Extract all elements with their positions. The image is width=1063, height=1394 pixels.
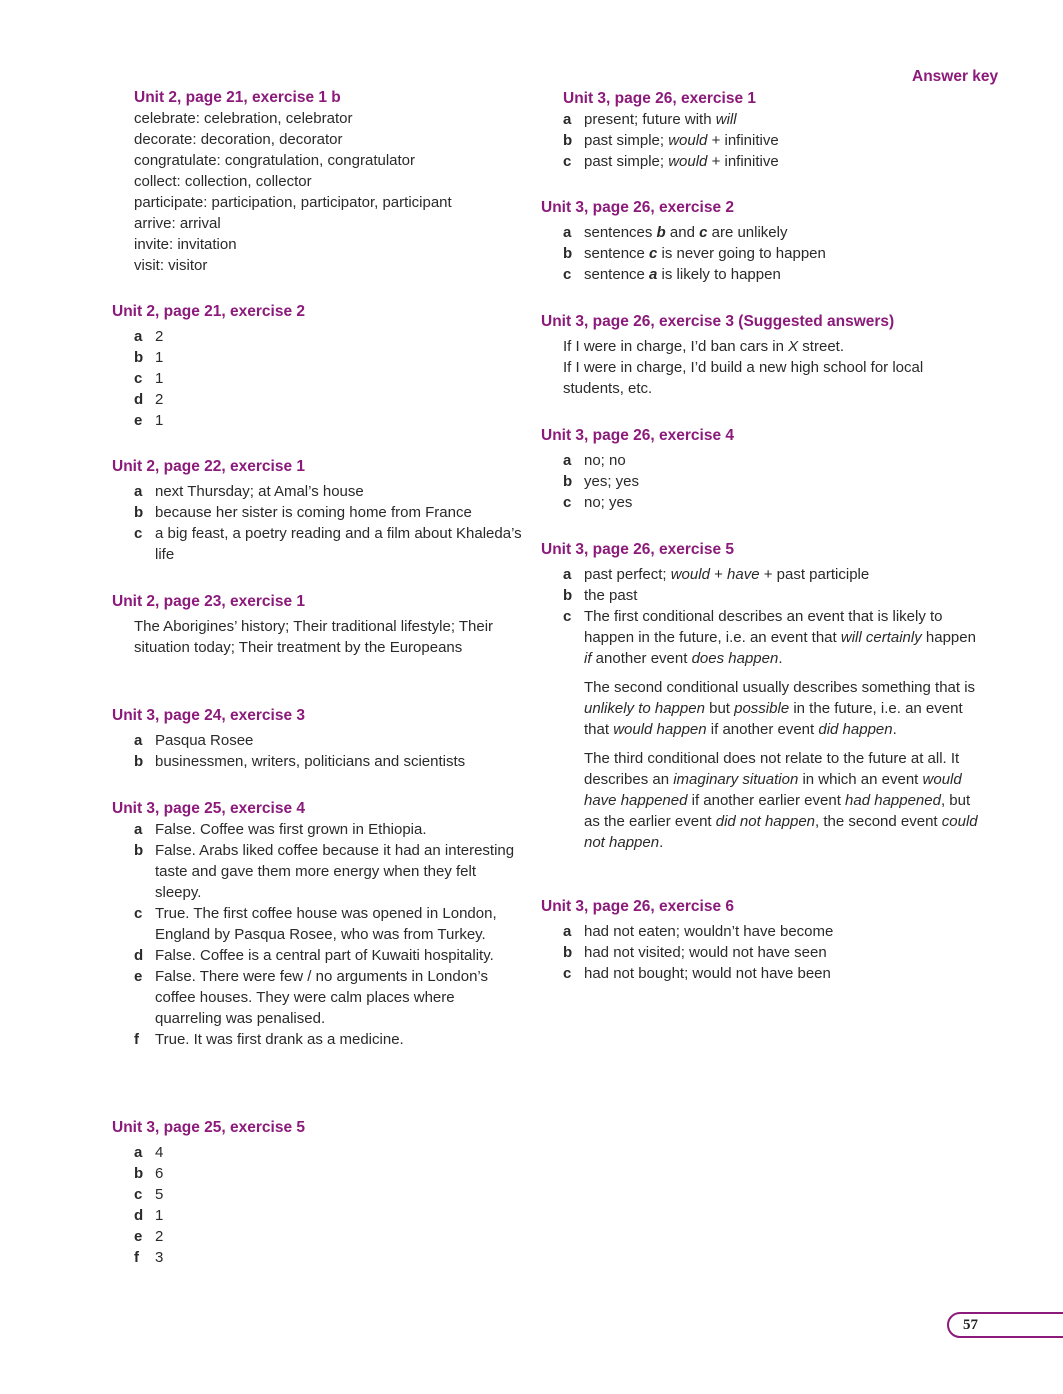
answer-list (563, 921, 986, 984)
answer-item (134, 368, 522, 389)
running-header-answer-key: Answer key (912, 68, 999, 85)
answer-item (563, 222, 986, 243)
item-paragraph: 2 (155, 1228, 164, 1245)
item-paragraph: no; yes (584, 494, 633, 511)
page-number: 57 (963, 1317, 978, 1333)
answer-line: congratulate: congratulation, congratulator (134, 152, 416, 169)
answer-item (563, 963, 986, 984)
item-text (584, 471, 639, 492)
section-heading: Unit 2, page 23, exercise 1 (112, 593, 305, 610)
italic-text: would (670, 566, 710, 583)
item-letter: c (134, 905, 143, 922)
item-text (155, 389, 163, 410)
item-letter: c (563, 494, 572, 511)
answer-item (134, 347, 522, 368)
italic-text: does happen (691, 650, 779, 667)
item-text (584, 222, 787, 243)
item-text (584, 264, 781, 285)
answer-section (112, 301, 522, 431)
section-heading: Unit 3, page 25, exercise 5 (112, 1119, 305, 1136)
item-letter: b (563, 587, 573, 604)
bold-italic-letter: c (649, 245, 658, 262)
item-text (155, 1163, 163, 1184)
section-heading: Unit 2, page 21, exercise 2 (112, 303, 305, 320)
item-paragraph: If I were in charge, I’d ban cars in X street. (563, 338, 844, 355)
item-letter: a (134, 483, 143, 500)
italic-text: would (668, 153, 708, 170)
item-letter: b (563, 132, 573, 149)
answer-item (563, 471, 986, 492)
item-letter: e (134, 1228, 143, 1245)
answer-item (563, 336, 986, 399)
item-letter: b (563, 245, 573, 262)
answer-item (134, 502, 522, 523)
item-text (155, 966, 522, 1029)
item-paragraph: past simple; would + infinitive (584, 132, 779, 149)
item-text (584, 492, 632, 513)
item-text (155, 368, 163, 389)
item-paragraph: 2 (155, 391, 164, 408)
item-text (584, 585, 637, 606)
item-letter: c (563, 608, 572, 625)
item-paragraph: 1 (155, 412, 164, 429)
answer-item (134, 1247, 522, 1268)
answer-item (134, 730, 522, 751)
section-heading: Unit 3, page 26, exercise 6 (541, 898, 734, 915)
item-text (155, 481, 364, 502)
item-text (584, 963, 831, 984)
answer-list (134, 1142, 522, 1268)
italic-text: unlikely to happen (584, 700, 705, 717)
item-paragraph: sentence a is likely to happen (584, 266, 781, 283)
italic-text: did not happen (715, 813, 816, 830)
answer-section (112, 456, 522, 565)
item-paragraph: 4 (155, 1144, 164, 1161)
answer-section (112, 705, 522, 772)
item-paragraph: past simple; would + infinitive (584, 153, 779, 170)
section-heading: Unit 3, page 26, exercise 5 (541, 541, 734, 558)
item-paragraph: True. It was first drank as a medicine. (155, 1031, 404, 1048)
answer-line: visit: visitor (134, 257, 208, 274)
bold-italic-letter: c (699, 224, 708, 241)
item-paragraph: 6 (155, 1165, 164, 1182)
item-letter: d (134, 391, 144, 408)
item-text (155, 410, 163, 431)
italic-text: had happened (845, 792, 941, 809)
item-text (584, 564, 869, 585)
item-paragraph: businessmen, writers, politicians and scientists (155, 753, 466, 770)
answer-list (134, 819, 522, 1050)
item-text (584, 921, 833, 942)
bold-italic-letter: b (656, 224, 666, 241)
item-letter: a (563, 224, 572, 241)
item-text (563, 336, 986, 399)
italic-text: have (727, 566, 760, 583)
item-letter: e (134, 968, 143, 985)
item-text (584, 942, 827, 963)
answer-line: arrive: arrival (134, 215, 221, 232)
answer-section (541, 896, 986, 984)
answer-item (563, 564, 986, 585)
item-paragraph: False. There were few / no arguments in London’s coffee houses. They were calm places where quarreling was penalised. (155, 968, 488, 1027)
answer-item (134, 1184, 522, 1205)
italic-text: will certainly (840, 629, 922, 646)
answer-item (134, 966, 522, 1029)
item-paragraph: sentence c is never going to happen (584, 245, 826, 262)
page-number-tab (947, 1312, 1063, 1338)
item-paragraph: If I were in charge, I’d build a new high school for local students, etc. (563, 359, 924, 397)
italic-text: X (788, 338, 799, 355)
item-letter: a (134, 1144, 143, 1161)
item-text (155, 751, 465, 772)
item-text (155, 1142, 163, 1163)
item-paragraph: 5 (155, 1186, 164, 1203)
item-text (155, 819, 427, 840)
item-paragraph: Pasqua Rosee (155, 732, 254, 749)
answer-list (134, 326, 522, 431)
answer-item (563, 264, 986, 285)
item-letter: b (134, 1165, 144, 1182)
answer-line: participate: participation, participator, participant (134, 194, 452, 211)
answer-item (134, 326, 522, 347)
item-letter: b (134, 842, 144, 859)
italic-text: could not happen (584, 813, 978, 851)
italic-text: did happen (818, 721, 893, 738)
item-text (155, 347, 163, 368)
section-heading: Unit 3, page 25, exercise 4 (112, 800, 305, 817)
item-letter: c (134, 370, 143, 387)
answer-line: celebrate: celebration, celebrator (134, 110, 353, 127)
answer-section (134, 87, 522, 276)
italic-text: will (715, 111, 737, 128)
answer-item (134, 751, 522, 772)
answer-item (134, 1226, 522, 1247)
section-heading: Unit 2, page 22, exercise 1 (112, 458, 305, 475)
item-paragraph: 1 (155, 349, 164, 366)
item-letter: a (563, 452, 572, 469)
item-paragraph: because her sister is coming home from France (155, 504, 472, 521)
item-paragraph: sentences b and c are unlikely (584, 224, 788, 241)
item-letter: a (563, 566, 572, 583)
answer-list (563, 109, 986, 172)
item-letter: b (134, 349, 144, 366)
answer-item (134, 819, 522, 840)
answer-section (112, 798, 522, 1050)
item-text (584, 606, 986, 853)
item-letter: f (134, 1031, 139, 1048)
item-text (584, 130, 779, 151)
bold-italic-letter: a (649, 266, 658, 283)
answer-section (112, 1117, 522, 1268)
answer-item (563, 243, 986, 264)
answer-item (563, 585, 986, 606)
item-paragraph: no; no (584, 452, 626, 469)
item-letter: c (134, 1186, 143, 1203)
answer-item (134, 389, 522, 410)
answer-list (134, 730, 522, 772)
answer-list (134, 481, 522, 565)
answer-section (563, 88, 986, 172)
answer-section (541, 539, 986, 853)
item-paragraph: present; future with will (584, 111, 737, 128)
section-heading: Unit 3, page 26, exercise 1 (563, 90, 756, 107)
item-text (155, 730, 253, 751)
answer-item (134, 616, 522, 658)
item-paragraph: The third conditional does not relate to the future at all. It describes an imaginary situation in which an event would have happened if another earlier event had happened, but as the earlier event did not happen, the second event could not happen. (584, 750, 978, 851)
answer-line: invite: invitation (134, 236, 237, 253)
item-text (584, 151, 779, 172)
answer-item (134, 523, 522, 565)
answer-list (563, 222, 986, 285)
item-letter: d (134, 1207, 144, 1224)
item-text (155, 1184, 163, 1205)
answer-section (541, 311, 986, 399)
answer-item (563, 450, 986, 471)
answer-line: decorate: decoration, decorator (134, 131, 343, 148)
item-letter: e (134, 412, 143, 429)
item-letter: b (563, 473, 573, 490)
item-letter: b (134, 504, 144, 521)
answer-list (563, 336, 986, 399)
item-text (155, 903, 522, 945)
italic-text: imaginary situation (673, 771, 799, 788)
italic-text: would happen (613, 721, 707, 738)
answer-item (563, 921, 986, 942)
section-heading: Unit 3, page 26, exercise 4 (541, 427, 734, 444)
item-text (155, 945, 494, 966)
italic-text: possible (734, 700, 790, 717)
answer-line: collect: collection, collector (134, 173, 312, 190)
item-letter: a (563, 923, 572, 940)
item-letter: a (134, 821, 143, 838)
item-letter: c (563, 965, 572, 982)
answer-item (134, 481, 522, 502)
answer-item (563, 492, 986, 513)
item-letter: c (563, 153, 572, 170)
item-text (584, 243, 826, 264)
answer-section (541, 425, 986, 513)
item-letter: d (134, 947, 144, 964)
item-text (155, 1247, 163, 1268)
item-letter: c (563, 266, 572, 283)
italic-text: would (668, 132, 708, 149)
answer-item (563, 109, 986, 130)
item-paragraph: True. The first coffee house was opened in London, England by Pasqua Rosee, who was from Turkey. (155, 905, 497, 943)
item-letter: a (134, 732, 143, 749)
item-text (155, 1226, 163, 1247)
item-letter: b (563, 944, 573, 961)
answer-item (134, 903, 522, 945)
item-text (134, 616, 522, 658)
italic-text: would have happened (584, 771, 962, 809)
answer-list (134, 616, 522, 658)
answer-item (563, 942, 986, 963)
answer-item (563, 151, 986, 172)
item-paragraph: the past (584, 587, 638, 604)
item-paragraph: past perfect; would + have + past participle (584, 566, 870, 583)
item-letter: c (134, 525, 143, 542)
answer-list (563, 450, 986, 513)
answer-item (134, 840, 522, 903)
answer-item (563, 130, 986, 151)
item-paragraph: The Aborigines’ history; Their traditional lifestyle; Their situation today; Their treatment by the Europeans (134, 618, 494, 656)
section-heading: Unit 3, page 26, exercise 3 (Suggested answers) (541, 313, 895, 330)
item-text (155, 502, 472, 523)
item-paragraph: 2 (155, 328, 164, 345)
item-letter: a (134, 328, 143, 345)
item-paragraph: had not eaten; wouldn’t have become (584, 923, 834, 940)
item-letter: f (134, 1249, 139, 1266)
item-paragraph: 1 (155, 1207, 164, 1224)
item-text (584, 109, 737, 130)
item-letter: b (134, 753, 144, 770)
item-text (584, 450, 626, 471)
answer-list (563, 564, 986, 853)
item-text (155, 523, 522, 565)
section-heading: Unit 3, page 24, exercise 3 (112, 707, 305, 724)
item-paragraph: False. Coffee was first grown in Ethiopia. (155, 821, 427, 838)
section-heading: Unit 3, page 26, exercise 2 (541, 199, 734, 216)
item-text (155, 1029, 404, 1050)
section-heading: Unit 2, page 21, exercise 1 b (134, 89, 341, 106)
item-paragraph: yes; yes (584, 473, 640, 490)
item-paragraph: The first conditional describes an event that is likely to happen in the future, i.e. an event that will certainly happen if another event does happen. (584, 608, 976, 667)
answer-item (563, 606, 986, 853)
italic-text: if (584, 650, 592, 667)
item-text (155, 1205, 163, 1226)
item-paragraph: a big feast, a poetry reading and a film about Khaleda’s life (155, 525, 522, 563)
item-letter: a (563, 111, 572, 128)
answer-item (134, 945, 522, 966)
answer-item (134, 1163, 522, 1184)
answer-section (112, 591, 522, 658)
answer-item (134, 1142, 522, 1163)
item-paragraph: 1 (155, 370, 164, 387)
answer-section (541, 197, 986, 285)
answer-item (134, 410, 522, 431)
item-paragraph: next Thursday; at Amal’s house (155, 483, 364, 500)
item-paragraph: False. Arabs liked coffee because it had an interesting taste and gave them more energy when they felt sleepy. (155, 842, 515, 901)
item-paragraph: had not bought; would not have been (584, 965, 831, 982)
answer-item (134, 1029, 522, 1050)
item-paragraph: False. Coffee is a central part of Kuwaiti hospitality. (155, 947, 494, 964)
item-paragraph: had not visited; would not have seen (584, 944, 827, 961)
item-paragraph: The second conditional usually describes something that is unlikely to happen but possible in the future, i.e. an event that would happen if another event did happen. (584, 679, 976, 738)
item-paragraph: 3 (155, 1249, 164, 1266)
item-text (155, 840, 522, 903)
answer-item (134, 1205, 522, 1226)
item-text (155, 326, 163, 347)
